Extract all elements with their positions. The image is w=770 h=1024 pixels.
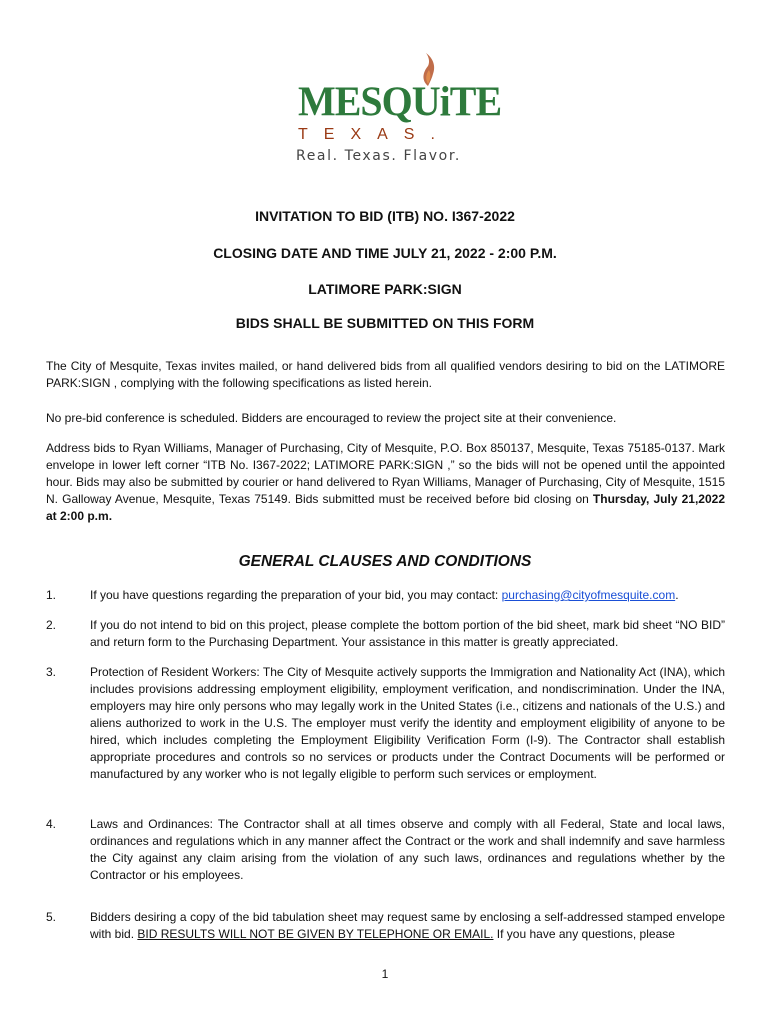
address-paragraph	[46, 440, 725, 525]
clause-text: Laws and Ordinances: The Contractor shall at all times observe and comply with all Federal, State and local laws, ordinances and regulations which in any manner affect the Contract or the work and shall indemnify and save harmless the City against any claim arising from the violation of any such laws, ordinances and regulations whether by the Contractor or his employees.	[90, 817, 725, 882]
clause-text	[90, 909, 725, 943]
clause-number: 2.	[46, 618, 57, 632]
address-text: Address bids to Ryan Williams, Manager of Purchasing, City of Mesquite, P.O. Box 850137, Mesquite, Texas 75185-0137. Mark envelope in lower left corner “ITB No. I367-2022; LATIMORE PARK:SIGN ,” so the bids will not be opened until the appointed hour. Bids may also be submitted by courier or hand delivered to Ryan Williams, Manager of Purchasing, City of Mesquite, 1515 N. Galloway Avenue, Mesquite, Texas 75149. Bids submitted must be received before bid closing on	[46, 441, 725, 506]
clause-body: If you have questions regarding the preparation of your bid, you may contact:	[90, 588, 502, 602]
deadline-text: Thursday, July 21,2022 at 2:00 p.m.	[46, 492, 725, 523]
logo-state: TEXAS.	[298, 126, 451, 143]
page-number: 1	[381, 967, 389, 981]
bid-results-notice: BID RESULTS WILL NOT BE GIVEN BY TELEPHONE OR EMAIL.	[137, 927, 494, 941]
clause-text: If you do not intend to bid on this project, please complete the bottom portion of the bid sheet, mark bid sheet “NO BID” and return form to the Purchasing Department. Your assistance in this matter is greatly appreciated.	[90, 618, 725, 649]
purchasing-email-link[interactable]: purchasing@cityofmesquite.com	[501, 588, 676, 602]
clause-number: 4.	[46, 817, 57, 831]
mesquite-logo	[288, 48, 502, 172]
clause-number: 3.	[46, 665, 57, 679]
clause-number: 5.	[46, 910, 57, 924]
clause-tail: If you have any questions, please	[493, 927, 675, 941]
clause-text: Protection of Resident Workers: The City of Mesquite actively supports the Immigration and Nationality Act (INA), which includes provisions addressing employment eligibility, employment verification, and nondiscrimination. Under the INA, employers may hire only persons who may legally work in the United States (i.e., citizens and nationals of the U.S.) and aliens authorized to work in the U.S. The employer must verify the identity and employment eligibility of anyone to be hired, which includes completing the Employment Eligibility Verification Form (I-9). The Contractor shall establish appropriate procedures and controls so no services or products under the Contract Documents will be performed or manufactured by any worker who is not legally eligible to perform such services or employment.	[90, 665, 725, 781]
submission-heading: BIDS SHALL BE SUBMITTED ON THIS FORM	[235, 315, 535, 331]
clause-body: Bidders desiring a copy of the bid tabulation sheet may request same by enclosing a self-addressed stamped envelope with bid.	[90, 910, 725, 941]
itb-heading: INVITATION TO BID (ITB) NO. I367-2022	[255, 208, 515, 224]
intro-paragraph: The City of Mesquite, Texas invites mailed, or hand delivered bids from all qualified vendors desiring to bid on the LATIMORE PARK:SIGN , complying with the following specifications as listed herein.	[46, 359, 725, 390]
project-heading: LATIMORE PARK:SIGN	[308, 281, 462, 297]
section-title: GENERAL CLAUSES AND CONDITIONS	[238, 553, 532, 570]
logo-tagline: Real. Texas. Flavor.	[296, 148, 461, 164]
clause-tail: .	[675, 588, 679, 602]
closing-date-heading: CLOSING DATE AND TIME JULY 21, 2022 - 2:00 P.M.	[213, 245, 557, 261]
logo-wordmark: MESQUiTE	[298, 77, 502, 126]
clause-text	[90, 587, 725, 604]
clause-number: 1.	[46, 588, 57, 602]
prebid-paragraph: No pre-bid conference is scheduled. Bidders are encouraged to review the project site at their convenience.	[46, 411, 617, 425]
